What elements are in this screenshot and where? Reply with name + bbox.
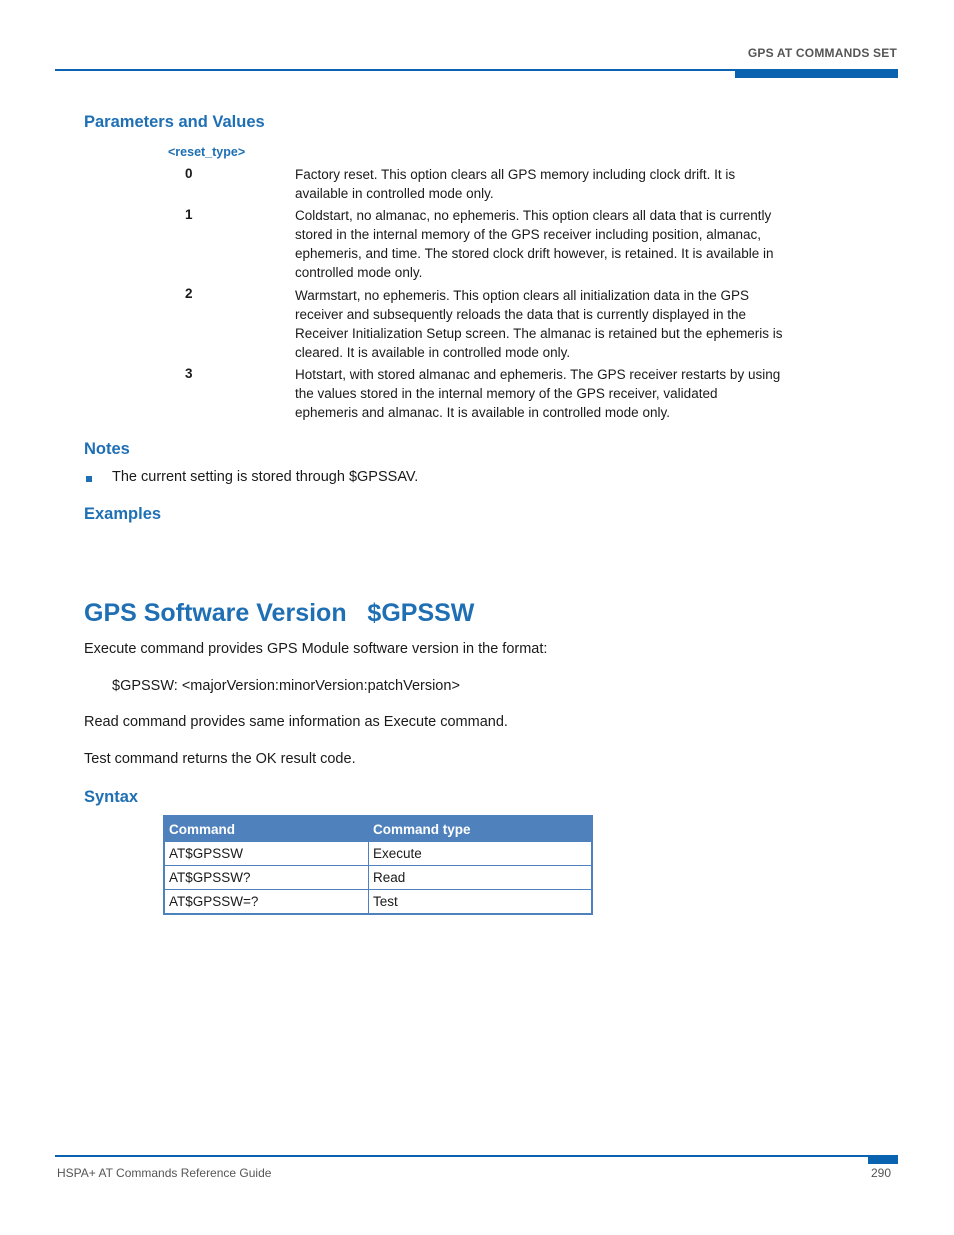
- param-name-reset-type: <reset_type>: [168, 145, 246, 159]
- test-command-text: Test command returns the OK result code.: [84, 751, 356, 767]
- notes-heading: Notes: [84, 440, 130, 458]
- page-number: 290: [870, 1166, 891, 1180]
- table-row: [164, 890, 592, 915]
- examples-heading: Examples: [84, 505, 162, 523]
- bullet-square-icon: [86, 476, 92, 482]
- intro-text: Execute command provides GPS Module software version in the format:: [84, 641, 548, 657]
- table-row: [164, 842, 592, 866]
- value-description: Factory reset. This option clears all GPS memory including clock drift. It is available in controlled mode only.: [295, 167, 736, 201]
- command-cell: AT$GPSSW?: [164, 866, 369, 890]
- column-header: Command type: [369, 816, 593, 842]
- table-header-row: [164, 816, 592, 842]
- column-header: Command: [164, 816, 369, 842]
- section-title: GPS Software Version $GPSSW: [84, 599, 475, 627]
- value-description: Hotstart, with stored almanac and ephemeris. The GPS receiver restarts by using the values stored in the internal memory of the GPS receiver, validated ephemeris and almanac. It is available in controlled mode only.: [295, 367, 781, 420]
- command-cell: AT$GPSSW=?: [164, 890, 369, 915]
- note-item: The current setting is stored through $GPSSAV.: [112, 469, 419, 485]
- syntax-heading: Syntax: [84, 788, 139, 806]
- value-description: Coldstart, no almanac, no ephemeris. This option clears all data that is currently stored in the internal memory of the GPS receiver including position, almanac, ephemeris, and time. The stored clock drift however, is retained. It is available in controlled mode only.: [295, 208, 774, 280]
- value-description: Warmstart, no ephemeris. This option clears all initialization data in the GPS receiver and subsequently reloads the data that is currently displayed in the Receiver Initialization Setup screen. The almanac is retained but the ephemeris is cleared. It is available in controlled mode only.: [295, 288, 783, 360]
- value-number: 1: [185, 207, 193, 222]
- table-row: [164, 866, 592, 890]
- value-number: 2: [185, 286, 193, 301]
- parameters-heading: Parameters and Values: [84, 113, 265, 131]
- read-command-text: Read command provides same information as Execute command.: [84, 714, 508, 730]
- footer-doc-title: HSPA+ AT Commands Reference Guide: [57, 1166, 272, 1180]
- syntax-table: [163, 815, 593, 915]
- header-accent-block: [735, 69, 898, 78]
- format-text: $GPSSW: <majorVersion:minorVersion:patchVersion>: [112, 678, 460, 694]
- footer-rule: [55, 1155, 898, 1157]
- command-type-cell: Execute: [369, 842, 593, 866]
- command-type-cell: Test: [369, 890, 593, 915]
- value-number: 3: [185, 366, 193, 381]
- footer-accent-block: [868, 1155, 898, 1164]
- value-number: 0: [185, 166, 193, 181]
- command-cell: AT$GPSSW: [164, 842, 369, 866]
- command-type-cell: Read: [369, 866, 593, 890]
- running-header: GPS AT COMMANDS SET: [747, 46, 897, 60]
